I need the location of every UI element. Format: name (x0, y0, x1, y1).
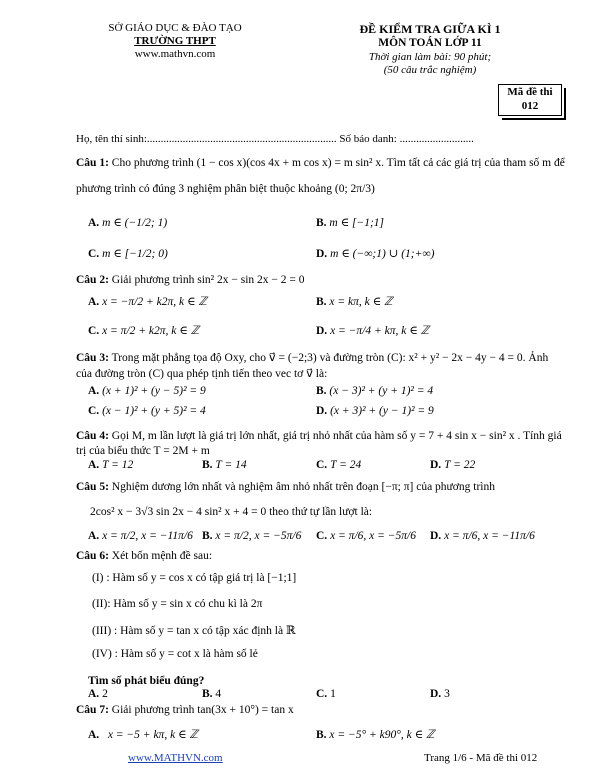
q1-option-c[interactable]: C. m ∈ [−1/2; 0) (88, 248, 168, 260)
footer-page: Trang 1/6 - Mã đề thi 012 (424, 752, 538, 764)
question-count: (50 câu trắc nghiệm) (383, 64, 477, 76)
website: www.mathvn.com (134, 48, 216, 60)
q4-text2: trị của biểu thức T = 2M + m (76, 445, 210, 457)
footer-link[interactable]: www.MATHVN.com (128, 752, 223, 764)
q4-option-b[interactable]: B. T = 14 (202, 459, 247, 471)
q3-line1 (76, 350, 548, 364)
q7-text: Giải phương trình tan(3x + 10°) = tan x (111, 704, 294, 716)
q3-text1: Trong mặt phẳng tọa độ Oxy, cho v⃗ = (−2;3) và đường tròn (C): x² + y² − 2x − 4y − 4 = 0. Ảnh (111, 352, 549, 364)
q2-line (76, 274, 305, 286)
q6-statement-4: (IV) : Hàm số y = cot x là hàm số lẻ (92, 648, 258, 660)
q4-text1: Gọi M, m lần lượt là giá trị lớn nhất, giá trị nhỏ nhất của hàm số y = 7 + 4 sin x − sin² x . Tính giá (111, 430, 562, 442)
exam-code-label: Mã đề thi (507, 86, 553, 98)
school-name: TRƯỜNG THPT (134, 35, 216, 47)
q4-option-a[interactable]: A. T = 12 (88, 459, 134, 471)
q6-statement-3: (III) : Hàm số y = tan x có tập xác định là ℝ (92, 625, 296, 637)
q6-option-c[interactable]: C. 1 (316, 688, 336, 700)
q3-option-d[interactable]: D. (x + 3)² + (y − 1)² = 9 (316, 405, 434, 417)
q2-option-b[interactable]: B. x = kπ, k ∈ ℤ (316, 296, 393, 308)
q1-option-b[interactable]: B. m ∈ [−1;1] (316, 217, 385, 229)
q5-line1 (76, 481, 495, 493)
q6-option-d[interactable]: D. 3 (430, 688, 450, 700)
q3-text2: của đường tròn (C) qua phép tịnh tiến theo vec tơ v⃗ là: (76, 368, 328, 380)
q7-line (76, 704, 294, 716)
q2-option-a[interactable]: A. x = −π/2 + k2π, k ∈ ℤ (88, 296, 207, 308)
q1-line1 (76, 157, 565, 169)
q7-option-a[interactable]: A. x = −5 + kπ, k ∈ ℤ (88, 729, 198, 741)
q3-label: Câu 3: (76, 352, 109, 364)
q6-statement-1: (I) : Hàm số y = cos x có tập giá trị là [−1;1] (92, 572, 297, 584)
q4-line1 (76, 430, 562, 442)
exam-code-value: 012 (521, 100, 539, 112)
q6-text: Xét bốn mệnh đề sau: (111, 550, 213, 562)
exam-time: Thời gian làm bài: 90 phút; (368, 51, 492, 63)
q3-option-c[interactable]: C. (x − 1)² + (y + 5)² = 4 (88, 405, 206, 417)
q6-ask: Tìm số phát biểu đúng? (88, 675, 205, 687)
q3-option-a[interactable]: A. (x + 1)² + (y − 5)² = 9 (88, 385, 206, 397)
q2-text: Giải phương trình sin² 2x − sin 2x − 2 = 0 (111, 274, 305, 286)
q1-option-d[interactable]: D. m ∈ (−∞;1) ∪ (1;+∞) (316, 248, 435, 260)
subject: MÔN TOÁN LỚP 11 (378, 37, 482, 49)
q1-label: Câu 1: (76, 157, 109, 169)
q1-option-a[interactable]: A. m ∈ (−1/2; 1) (88, 217, 168, 229)
q4-option-d[interactable]: D. T = 22 (430, 459, 476, 471)
exam-title: ĐỀ KIỂM TRA GIỮA KÌ 1 (359, 22, 501, 36)
q5-label: Câu 5: (76, 481, 109, 493)
q7-label: Câu 7: (76, 704, 109, 716)
exam-code-box (498, 84, 562, 116)
q5-text2: 2cos² x − 3√3 sin 2x − 4 sin² x + 4 = 0 theo thứ tự lần lượt là: (90, 506, 373, 518)
q6-option-a[interactable]: A. 2 (88, 688, 108, 700)
q2-option-c[interactable]: C. x = π/2 + k2π, k ∈ ℤ (88, 325, 200, 337)
q4-label: Câu 4: (76, 430, 109, 442)
q5-option-b[interactable]: B. x = π/2, x = −5π/6 (202, 530, 302, 542)
q7-option-b[interactable]: B. x = −5° + k90°, k ∈ ℤ (316, 729, 435, 741)
q1-text1: Cho phương trình (1 − cos x)(cos 4x + m cos x) = m sin² x. Tìm tất cả các giá trị của tham số m để (111, 157, 565, 169)
q1-text2: phương trình có đúng 3 nghiệm phân biệt thuộc khoảng (0; 2π/3) (76, 183, 375, 195)
q3-option-b[interactable]: B. (x − 3)² + (y + 1)² = 4 (316, 385, 434, 397)
q5-option-d[interactable]: D. x = π/6, x = −11π/6 (430, 530, 535, 542)
q5-option-c[interactable]: C. x = π/6, x = −5π/6 (316, 530, 416, 542)
dept-name: SỞ GIÁO DỤC & ĐÀO TẠO (108, 22, 242, 34)
student-info-line: Họ, tên thí sinh:..................................................................... Số báo danh: ........................... (76, 133, 474, 145)
q5-text1: Nghiệm dương lớn nhất và nghiệm âm nhỏ nhất trên đoạn [−π; π] của phương trình (111, 481, 495, 493)
q6-statement-2: (II): Hàm số y = sin x có chu kì là 2π (92, 598, 263, 610)
q6-option-b[interactable]: B. 4 (202, 688, 222, 700)
q5-option-a[interactable]: A. x = π/2, x = −11π/6 (88, 530, 193, 542)
q6-line (76, 550, 212, 562)
q6-label: Câu 6: (76, 550, 109, 562)
q2-label: Câu 2: (76, 274, 109, 286)
q4-option-c[interactable]: C. T = 24 (316, 459, 362, 471)
q2-option-d[interactable]: D. x = −π/4 + kπ, k ∈ ℤ (316, 325, 430, 337)
